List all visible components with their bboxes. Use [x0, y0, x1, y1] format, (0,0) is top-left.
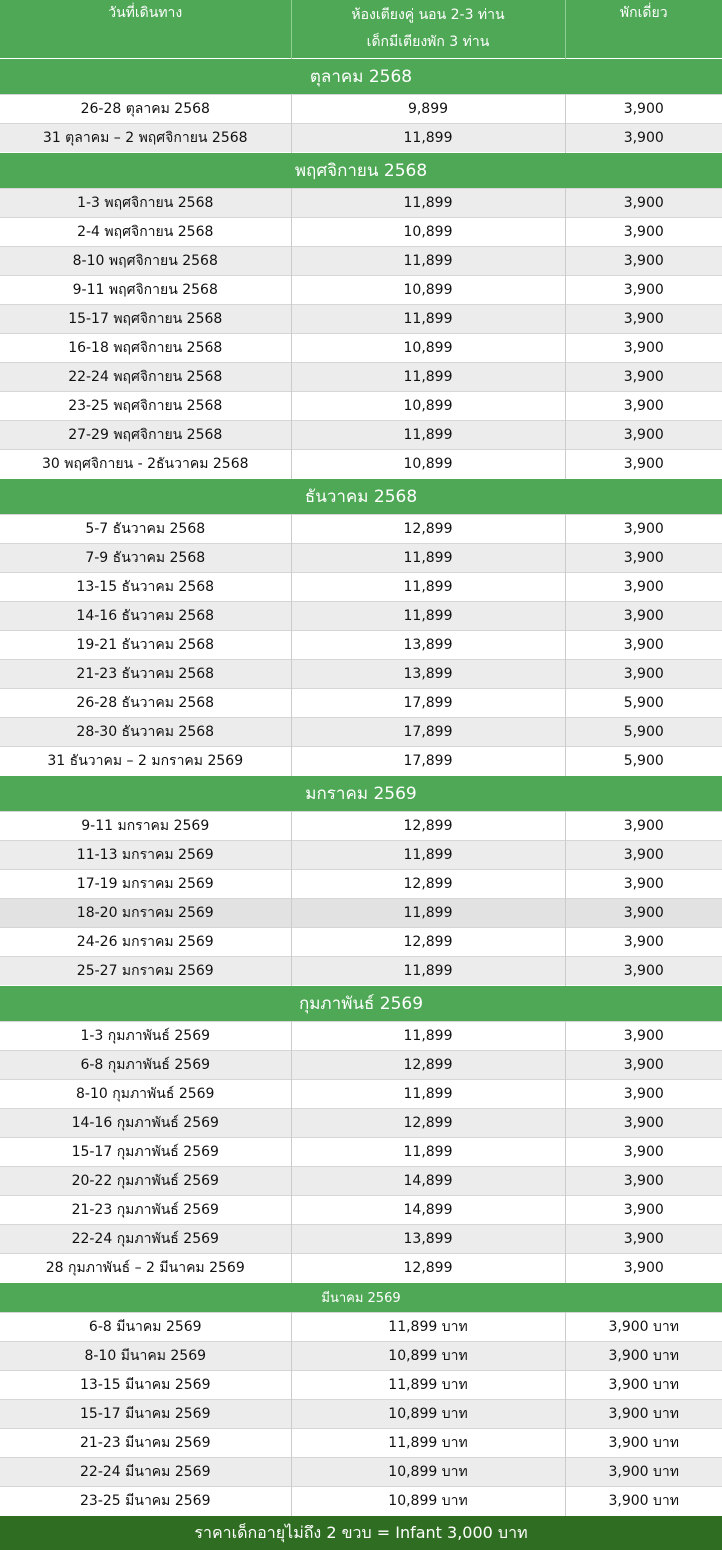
table-row: [0, 544, 722, 573]
table-row: [0, 1342, 722, 1371]
twin-price-cell: 17,899: [291, 718, 565, 747]
table-row: [0, 450, 722, 479]
single-price-cell: 3,900: [565, 1225, 722, 1254]
table-row: [0, 573, 722, 602]
twin-price-cell: 11,899: [291, 899, 565, 928]
travel-date-cell: 19-21 ธันวาคม 2568: [0, 631, 291, 660]
twin-price-cell: 11,899: [291, 957, 565, 986]
travel-date-cell: 15-17 กุมภาพันธ์ 2569: [0, 1138, 291, 1167]
table-row: [0, 660, 722, 689]
table-row: [0, 421, 722, 450]
twin-price-cell: 11,899: [291, 421, 565, 450]
travel-date-cell: 14-16 กุมภาพันธ์ 2569: [0, 1109, 291, 1138]
single-price-cell: 5,900: [565, 689, 722, 718]
travel-date-cell: 26-28 ธันวาคม 2568: [0, 689, 291, 718]
twin-price-cell: 11,899: [291, 544, 565, 573]
twin-price-cell: 10,899: [291, 334, 565, 363]
twin-price-cell: 11,899: [291, 1080, 565, 1109]
table-row: [0, 1109, 722, 1138]
travel-date-cell: 30 พฤศจิกายน - 2ธันวาคม 2568: [0, 450, 291, 479]
twin-price-cell: 11,899: [291, 305, 565, 334]
travel-date-cell: 8-10 มีนาคม 2569: [0, 1342, 291, 1371]
twin-price-cell: 11,899 บาท: [291, 1313, 565, 1342]
table-row: [0, 1196, 722, 1225]
table-row: [0, 1022, 722, 1051]
table-row: [0, 392, 722, 421]
single-price-cell: 3,900 บาท: [565, 1342, 722, 1371]
table-row: [0, 1371, 722, 1400]
single-price-cell: 3,900: [565, 189, 722, 218]
single-price-cell: 3,900 บาท: [565, 1458, 722, 1487]
month-title: ธันวาคม 2568: [0, 479, 722, 515]
twin-price-cell: 12,899: [291, 928, 565, 957]
twin-price-cell: 13,899: [291, 660, 565, 689]
table-row: [0, 899, 722, 928]
table-row: [0, 334, 722, 363]
month-header-row: [0, 153, 722, 189]
table-row: [0, 1429, 722, 1458]
twin-price-cell: 11,899: [291, 363, 565, 392]
twin-price-cell: 14,899: [291, 1196, 565, 1225]
single-price-cell: 3,900: [565, 305, 722, 334]
travel-date-cell: 22-24 มีนาคม 2569: [0, 1458, 291, 1487]
twin-price-cell: 11,899: [291, 189, 565, 218]
single-price-cell: 3,900 บาท: [565, 1313, 722, 1342]
month-header-row: [0, 479, 722, 515]
twin-price-cell: 11,899: [291, 841, 565, 870]
table-row: [0, 1254, 722, 1283]
single-price-cell: 3,900: [565, 1167, 722, 1196]
twin-price-cell: 10,899: [291, 276, 565, 305]
header-travel-date: วันที่เดินทาง: [0, 0, 291, 59]
twin-price-cell: 11,899 บาท: [291, 1371, 565, 1400]
month-title: พฤศจิกายน 2568: [0, 153, 722, 189]
travel-date-cell: 8-10 พฤศจิกายน 2568: [0, 247, 291, 276]
table-row: [0, 1487, 722, 1516]
single-price-cell: 3,900: [565, 544, 722, 573]
travel-date-cell: 25-27 มกราคม 2569: [0, 957, 291, 986]
table-row: [0, 1225, 722, 1254]
travel-date-cell: 6-8 มีนาคม 2569: [0, 1313, 291, 1342]
table-row: [0, 515, 722, 544]
travel-date-cell: 17-19 มกราคม 2569: [0, 870, 291, 899]
table-header: [0, 0, 722, 59]
twin-price-cell: 17,899: [291, 747, 565, 776]
twin-price-cell: 11,899: [291, 573, 565, 602]
single-price-cell: 3,900: [565, 363, 722, 392]
table-row: [0, 602, 722, 631]
table-row: [0, 1080, 722, 1109]
header-twin-room-line1: ห้องเตียงคู่ นอน 2-3 ท่าน: [292, 2, 565, 29]
table-row: [0, 1138, 722, 1167]
travel-date-cell: 26-28 ตุลาคม 2568: [0, 95, 291, 124]
travel-date-cell: 24-26 มกราคม 2569: [0, 928, 291, 957]
single-price-cell: 3,900: [565, 870, 722, 899]
single-price-cell: 3,900: [565, 450, 722, 479]
twin-price-cell: 12,899: [291, 870, 565, 899]
month-title: มกราคม 2569: [0, 776, 722, 812]
table-body: [0, 59, 722, 1516]
single-price-cell: 3,900 บาท: [565, 1371, 722, 1400]
table-row: [0, 631, 722, 660]
travel-date-cell: 28 กุมภาพันธ์ – 2 มีนาคม 2569: [0, 1254, 291, 1283]
single-price-cell: 3,900: [565, 124, 722, 153]
infant-price-note: ราคาเด็กอายุไม่ถึง 2 ขวบ = Infant 3,000 บาท: [0, 1516, 722, 1550]
single-price-cell: 5,900: [565, 747, 722, 776]
travel-date-cell: 21-23 กุมภาพันธ์ 2569: [0, 1196, 291, 1225]
twin-price-cell: 17,899: [291, 689, 565, 718]
travel-date-cell: 9-11 พฤศจิกายน 2568: [0, 276, 291, 305]
table-row: [0, 718, 722, 747]
table-row: [0, 689, 722, 718]
single-price-cell: 3,900: [565, 1080, 722, 1109]
single-price-cell: 3,900: [565, 421, 722, 450]
travel-date-cell: 28-30 ธันวาคม 2568: [0, 718, 291, 747]
twin-price-cell: 10,899: [291, 450, 565, 479]
month-title: ตุลาคม 2568: [0, 59, 722, 95]
twin-price-cell: 10,899: [291, 218, 565, 247]
travel-date-cell: 21-23 ธันวาคม 2568: [0, 660, 291, 689]
table-row: [0, 841, 722, 870]
month-header-row: [0, 776, 722, 812]
twin-price-cell: 12,899: [291, 1109, 565, 1138]
month-header-row: [0, 986, 722, 1022]
travel-date-cell: 13-15 ธันวาคม 2568: [0, 573, 291, 602]
twin-price-cell: 11,899: [291, 1138, 565, 1167]
twin-price-cell: 10,899: [291, 392, 565, 421]
table-row: [0, 1051, 722, 1080]
table-row: [0, 218, 722, 247]
single-price-cell: 3,900: [565, 841, 722, 870]
table-row: [0, 363, 722, 392]
travel-date-cell: 1-3 กุมภาพันธ์ 2569: [0, 1022, 291, 1051]
travel-date-cell: 1-3 พฤศจิกายน 2568: [0, 189, 291, 218]
single-price-cell: 3,900: [565, 957, 722, 986]
single-price-cell: 3,900: [565, 573, 722, 602]
travel-date-cell: 2-4 พฤศจิกายน 2568: [0, 218, 291, 247]
travel-date-cell: 8-10 กุมภาพันธ์ 2569: [0, 1080, 291, 1109]
table-row: [0, 1400, 722, 1429]
header-twin-room-line2: เด็กมีเตียงพัก 3 ท่าน: [292, 29, 565, 56]
single-price-cell: 3,900: [565, 660, 722, 689]
travel-date-cell: 23-25 มีนาคม 2569: [0, 1487, 291, 1516]
travel-date-cell: 22-24 กุมภาพันธ์ 2569: [0, 1225, 291, 1254]
header-single-supplement: พักเดี่ยว: [565, 0, 722, 59]
single-price-cell: 3,900: [565, 631, 722, 660]
travel-date-cell: 23-25 พฤศจิกายน 2568: [0, 392, 291, 421]
infant-price-note-row: [0, 1516, 722, 1550]
travel-date-cell: 5-7 ธันวาคม 2568: [0, 515, 291, 544]
twin-price-cell: 11,899: [291, 124, 565, 153]
twin-price-cell: 10,899 บาท: [291, 1487, 565, 1516]
month-header-row: [0, 59, 722, 95]
single-price-cell: 3,900: [565, 602, 722, 631]
table-row: [0, 124, 722, 153]
twin-price-cell: 14,899: [291, 1167, 565, 1196]
twin-price-cell: 10,899 บาท: [291, 1342, 565, 1371]
table-row: [0, 747, 722, 776]
single-price-cell: 3,900: [565, 392, 722, 421]
table-row: [0, 276, 722, 305]
twin-price-cell: 12,899: [291, 1051, 565, 1080]
table-row: [0, 957, 722, 986]
month-header-row: [0, 1283, 722, 1313]
twin-price-cell: 10,899 บาท: [291, 1458, 565, 1487]
single-price-cell: 3,900 บาท: [565, 1487, 722, 1516]
single-price-cell: 3,900: [565, 218, 722, 247]
twin-price-cell: 11,899: [291, 247, 565, 276]
single-price-cell: 3,900 บาท: [565, 1429, 722, 1458]
table-row: [0, 812, 722, 841]
single-price-cell: 3,900: [565, 515, 722, 544]
single-price-cell: 3,900: [565, 812, 722, 841]
table-row: [0, 95, 722, 124]
travel-date-cell: 20-22 กุมภาพันธ์ 2569: [0, 1167, 291, 1196]
single-price-cell: 3,900: [565, 1254, 722, 1283]
twin-price-cell: 12,899: [291, 812, 565, 841]
table-row: [0, 1458, 722, 1487]
single-price-cell: 3,900: [565, 928, 722, 957]
travel-date-cell: 18-20 มกราคม 2569: [0, 899, 291, 928]
table-row: [0, 305, 722, 334]
header-twin-room-price: [291, 0, 565, 59]
twin-price-cell: 12,899: [291, 1254, 565, 1283]
single-price-cell: 3,900: [565, 276, 722, 305]
single-price-cell: 3,900: [565, 1196, 722, 1225]
travel-date-cell: 7-9 ธันวาคม 2568: [0, 544, 291, 573]
table-row: [0, 928, 722, 957]
travel-date-cell: 31 ตุลาคม – 2 พฤศจิกายน 2568: [0, 124, 291, 153]
table-row: [0, 1313, 722, 1342]
travel-date-cell: 16-18 พฤศจิกายน 2568: [0, 334, 291, 363]
single-price-cell: 3,900: [565, 1051, 722, 1080]
twin-price-cell: 13,899: [291, 1225, 565, 1254]
single-price-cell: 3,900: [565, 334, 722, 363]
twin-price-cell: 9,899: [291, 95, 565, 124]
single-price-cell: 3,900: [565, 95, 722, 124]
single-price-cell: 3,900: [565, 1109, 722, 1138]
travel-date-cell: 27-29 พฤศจิกายน 2568: [0, 421, 291, 450]
travel-date-cell: 11-13 มกราคม 2569: [0, 841, 291, 870]
month-title: มีนาคม 2569: [0, 1283, 722, 1313]
twin-price-cell: 11,899: [291, 602, 565, 631]
twin-price-cell: 11,899: [291, 1022, 565, 1051]
travel-date-cell: 15-17 มีนาคม 2569: [0, 1400, 291, 1429]
travel-date-cell: 13-15 มีนาคม 2569: [0, 1371, 291, 1400]
single-price-cell: 3,900: [565, 247, 722, 276]
travel-date-cell: 15-17 พฤศจิกายน 2568: [0, 305, 291, 334]
travel-date-cell: 31 ธันวาคม – 2 มกราคม 2569: [0, 747, 291, 776]
table-row: [0, 189, 722, 218]
twin-price-cell: 12,899: [291, 515, 565, 544]
single-price-cell: 3,900 บาท: [565, 1400, 722, 1429]
single-price-cell: 5,900: [565, 718, 722, 747]
single-price-cell: 3,900: [565, 899, 722, 928]
table-row: [0, 1167, 722, 1196]
table-row: [0, 247, 722, 276]
twin-price-cell: 10,899 บาท: [291, 1400, 565, 1429]
single-price-cell: 3,900: [565, 1022, 722, 1051]
table-row: [0, 870, 722, 899]
travel-date-cell: 22-24 พฤศจิกายน 2568: [0, 363, 291, 392]
twin-price-cell: 13,899: [291, 631, 565, 660]
month-title: กุมภาพันธ์ 2569: [0, 986, 722, 1022]
single-price-cell: 3,900: [565, 1138, 722, 1167]
travel-date-cell: 6-8 กุมภาพันธ์ 2569: [0, 1051, 291, 1080]
travel-date-cell: 14-16 ธันวาคม 2568: [0, 602, 291, 631]
twin-price-cell: 11,899 บาท: [291, 1429, 565, 1458]
travel-date-cell: 21-23 มีนาคม 2569: [0, 1429, 291, 1458]
travel-date-cell: 9-11 มกราคม 2569: [0, 812, 291, 841]
